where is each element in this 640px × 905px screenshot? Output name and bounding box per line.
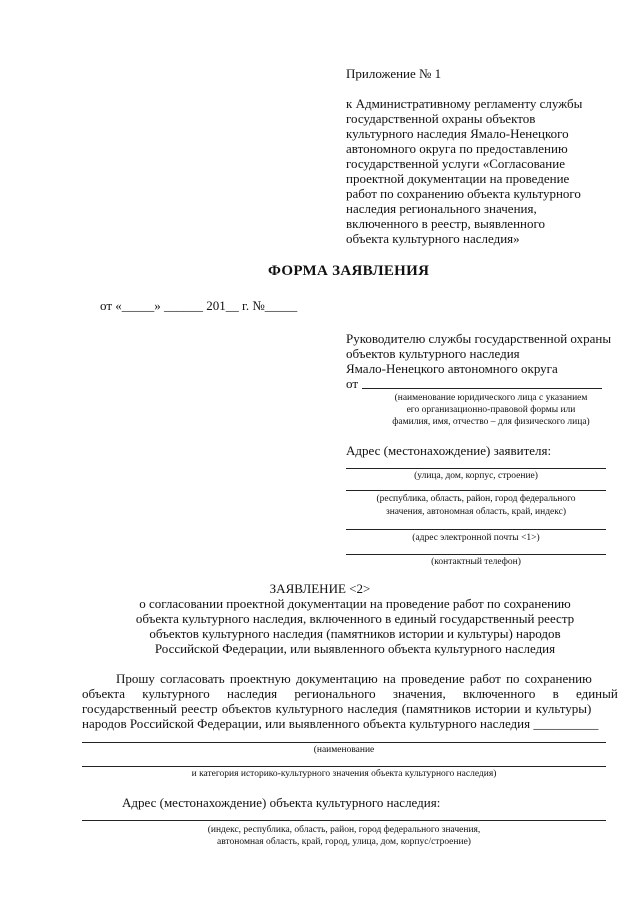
object-name-field-line[interactable] <box>82 742 606 743</box>
addressee-line: Ямало-Ненецкого автономного округа <box>346 361 558 376</box>
appendix-line: культурного наследия Ямало-Ненецкого <box>346 126 569 141</box>
body-line: народов Российской Федерации, или выявленного объекта культурного наследия __________ <box>82 716 599 731</box>
statement-subtitle: объектов культурного наследия (памятников истории и культуры) народов <box>149 626 561 641</box>
object-name-hint: (наименование <box>313 745 375 755</box>
object-address-field-line[interactable] <box>82 820 606 821</box>
statement-subtitle: о согласовании проектной документации на проведение работ по сохранению <box>139 596 571 611</box>
street-hint: (улица, дом, корпус, строение) <box>414 471 538 481</box>
form-title: ФОРМА ЗАЯВЛЕНИЯ <box>268 263 430 279</box>
email-hint: (адрес электронной почты <1>) <box>412 533 540 543</box>
body-line: объекта культурного наследия регионального значения, включенного в единый <box>82 686 618 701</box>
from-hint: его организационно-правовой формы или <box>406 405 576 415</box>
date-line: от «_____» ______ 201__ г. №_____ <box>100 298 298 313</box>
addressee-line: Руководителю службы государственной охраны <box>346 331 612 346</box>
appendix-line: включенного в реестр, выявленного <box>346 216 545 231</box>
appendix-line: проектной документации на проведение <box>346 171 570 186</box>
body-line: Прошу согласовать проектную документацию на проведение работ по сохранению <box>116 671 592 686</box>
region-field-line[interactable] <box>346 490 606 491</box>
appendix-line: государственной охраны объектов <box>346 111 536 126</box>
appendix-line: к Административному регламенту службы <box>346 96 583 111</box>
appendix-line: наследия регионального значения, <box>346 201 537 216</box>
appendix-line: автономного округа по предоставлению <box>346 141 568 156</box>
region-hint: значения, автономная область, край, индекс) <box>385 507 567 517</box>
body-line: государственный реестр объектов культурного наследия (памятников истории и культуры) <box>82 701 592 716</box>
applicant-address-label: Адрес (местонахождение) заявителя: <box>346 443 552 458</box>
region-hint: (республика, область, район, город федерального <box>376 494 576 504</box>
from-hint: фамилия, имя, отчество – для физического лица) <box>392 417 590 427</box>
object-category-hint: и категория историко-культурного значения объекта культурного наследия) <box>191 769 497 779</box>
from-hint: (наименование юридического лица с указанием <box>394 393 588 403</box>
object-address-label: Адрес (местонахождение) объекта культурного наследия: <box>122 795 441 810</box>
street-field-line[interactable] <box>346 468 606 469</box>
appendix-title: Приложение № 1 <box>346 66 442 81</box>
addressee-line: объектов культурного наследия <box>346 346 520 361</box>
statement-subtitle: Российской Федерации, или выявленного объекта культурного наследия <box>154 641 556 656</box>
statement-subtitle: объекта культурного наследия, включенного в единый государственный реестр <box>135 611 575 626</box>
object-address-hint: автономная область, край, город, улица, дом, корпус/строение) <box>217 837 471 847</box>
statement-title: ЗАЯВЛЕНИЕ <2> <box>269 581 371 596</box>
email-field-line[interactable] <box>346 529 606 530</box>
appendix-line: объекта культурного наследия» <box>346 231 520 246</box>
phone-field-line[interactable] <box>346 554 606 555</box>
object-address-hint: (индекс, республика, область, район, город федерального значения, <box>207 825 481 835</box>
phone-hint: (контактный телефон) <box>431 557 521 567</box>
from-field-line[interactable] <box>362 388 602 389</box>
from-label: от <box>346 376 359 391</box>
appendix-line: государственной услуги «Согласование <box>346 156 565 171</box>
appendix-line: работ по сохранению объекта культурного <box>346 186 581 201</box>
object-category-field-line[interactable] <box>82 766 606 767</box>
